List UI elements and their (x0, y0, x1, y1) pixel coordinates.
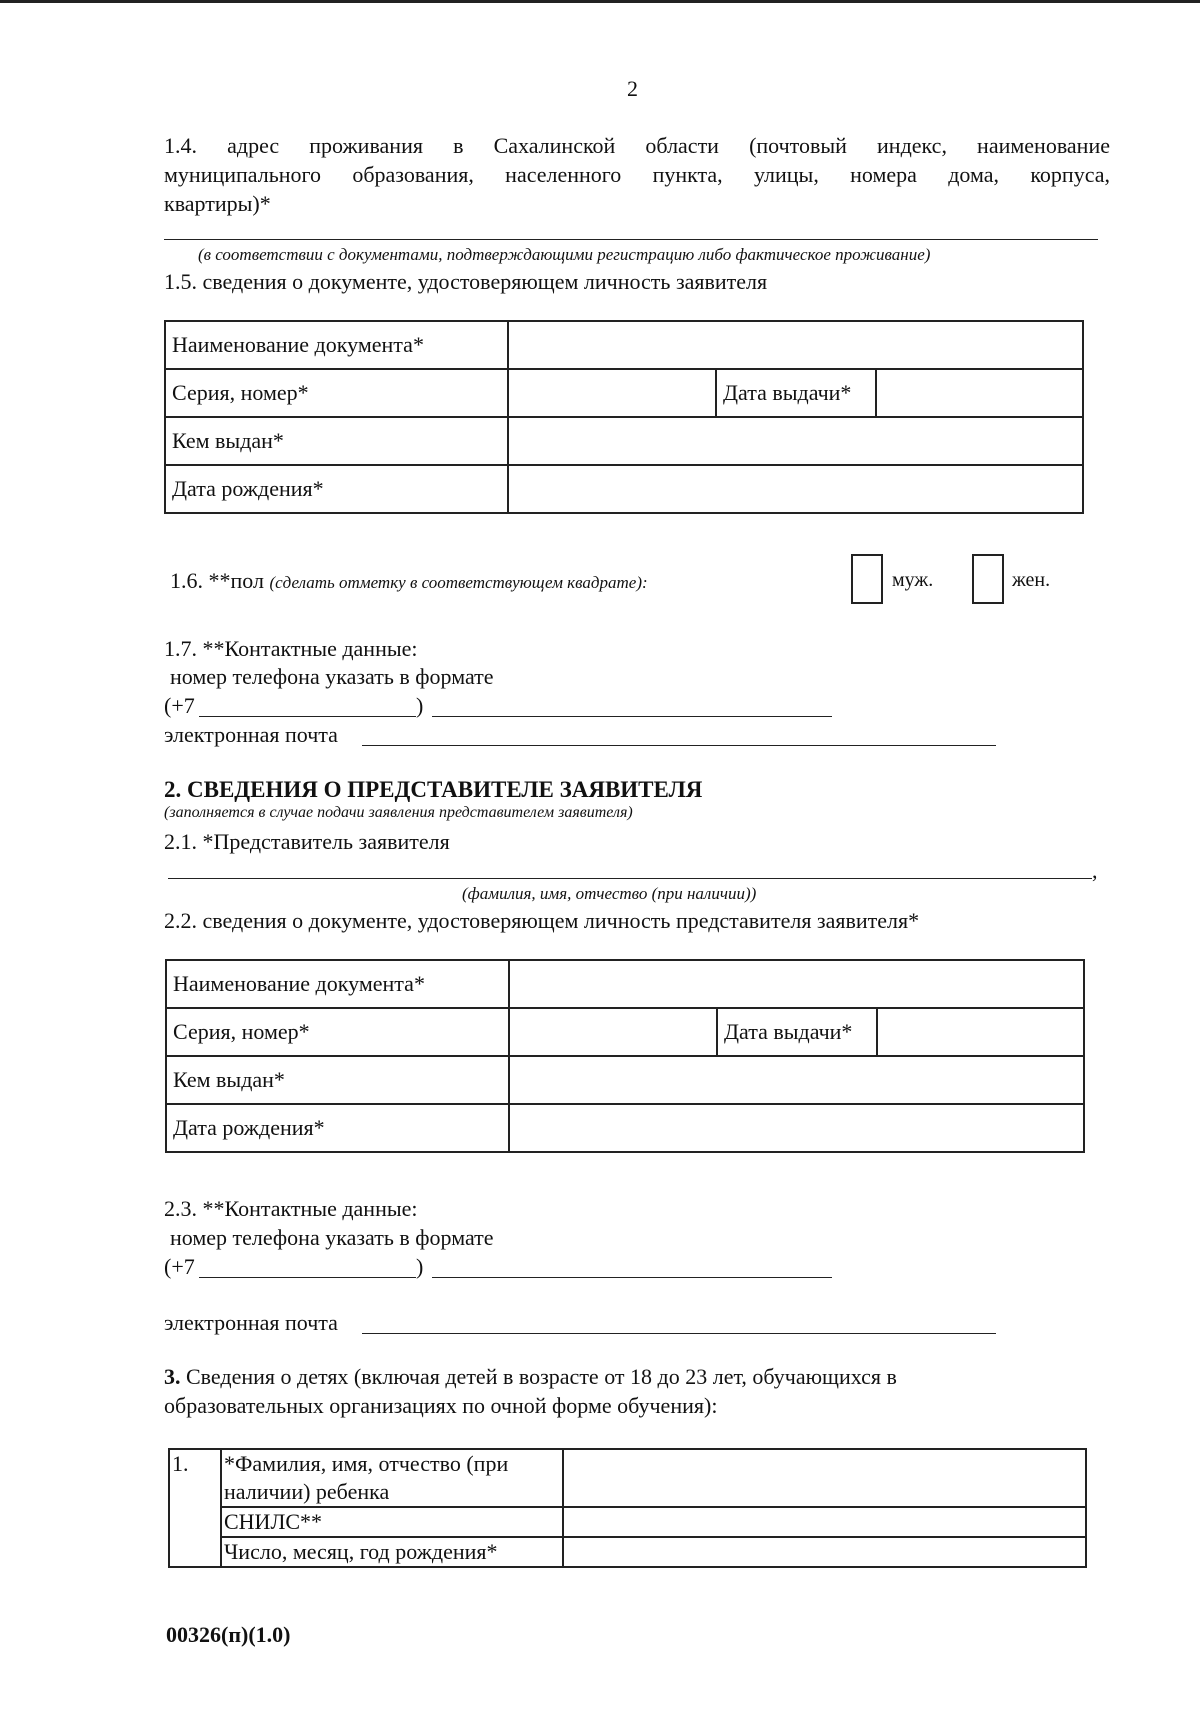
series-label: Серия, номер* (165, 369, 508, 417)
male-label: муж. (892, 569, 934, 591)
child-fio-field[interactable] (563, 1449, 1086, 1507)
male-checkbox[interactable] (851, 554, 883, 604)
female-label: жен. (1012, 569, 1051, 591)
child-fio-label (221, 1449, 563, 1507)
rep-issue-date-field[interactable] (877, 1008, 1084, 1056)
s1-7-phone-code-field[interactable] (199, 716, 416, 717)
rep-series-field[interactable] (509, 1008, 717, 1056)
s1-5-title: 1.5. сведения о документе, удостоверяющем личность заявителя (164, 269, 768, 294)
s1-4-line1: 1.4. адрес проживания в Сахалинской области (почтовый индекс, наименование (164, 133, 1110, 158)
issued-by-field[interactable] (508, 417, 1083, 465)
s1-7-email-field[interactable] (362, 745, 996, 746)
issued-by-label: Кем выдан* (165, 417, 508, 465)
rep-birth-date-label: Дата рождения* (166, 1104, 509, 1152)
applicant-document-table (164, 320, 1084, 514)
rep-issued-by-label: Кем выдан* (166, 1056, 509, 1104)
s1-7-phone-label: номер телефона указать в формате (170, 664, 494, 689)
s1-7-email-label: электронная почта (164, 722, 338, 747)
footer-code: 00326(п)(1.0) (166, 1622, 291, 1647)
birth-date-label: Дата рождения* (165, 465, 508, 513)
scan-top-border (0, 0, 1200, 3)
doc-name-label: Наименование документа* (165, 321, 508, 369)
doc-name-field[interactable] (508, 321, 1083, 369)
s2-3-email-label: электронная почта (164, 1310, 338, 1335)
child-birth-field[interactable] (563, 1537, 1086, 1567)
s2-3-phone-code-field[interactable] (199, 1277, 416, 1278)
s2-1-comma: , (1092, 858, 1098, 883)
section-2-title: 2. СВЕДЕНИЯ О ПРЕДСТАВИТЕЛЕ ЗАЯВИТЕЛЯ (164, 777, 703, 802)
s3-line2: образовательных организациях по очной форме обучения): (164, 1393, 718, 1418)
representative-fio-field[interactable] (168, 878, 1092, 879)
rep-issue-date-label: Дата выдачи* (717, 1008, 877, 1056)
child-birth-label: Число, месяц, год рождения* (221, 1537, 563, 1567)
child-fio-label-line1: *Фамилия, имя, отчество (при (224, 1451, 509, 1476)
issue-date-field[interactable] (876, 369, 1083, 417)
s2-3-email-field[interactable] (362, 1333, 996, 1334)
page-number: 2 (627, 76, 638, 101)
s1-7-phone-prefix: (+7 (164, 693, 195, 718)
rep-doc-name-field[interactable] (509, 960, 1084, 1008)
s3-line1 (164, 1362, 897, 1391)
s2-3-phone-prefix: (+7 (164, 1254, 195, 1279)
birth-date-field[interactable] (508, 465, 1083, 513)
s1-7-paren: ) (416, 693, 424, 718)
gender-hint: (сделать отметку в соответствующем квадрате): (269, 573, 648, 592)
s1-4-line2: муниципального образования, населенного пункта, улицы, номера дома, корпуса, (164, 162, 1110, 187)
child-snils-label: СНИЛС** (221, 1507, 563, 1537)
s3-title: Сведения о детях (включая детей в возрасте от 18 до 23 лет, обучающихся в (180, 1364, 897, 1389)
rep-doc-name-label: Наименование документа* (166, 960, 509, 1008)
series-field[interactable] (508, 369, 716, 417)
female-checkbox[interactable] (972, 554, 1004, 604)
address-hint: (в соответствии с документами, подтверждающими регистрацию либо фактическое проживание) (198, 245, 931, 264)
s2-3-title: 2.3. **Контактные данные: (164, 1196, 418, 1221)
issue-date-label: Дата выдачи* (716, 369, 876, 417)
s2-3-paren: ) (416, 1254, 424, 1279)
s1-7-title: 1.7. **Контактные данные: (164, 636, 418, 661)
s2-1-label: 2.1. *Представитель заявителя (164, 829, 450, 854)
section-2-hint: (заполняется в случае подачи заявления представителем заявителя) (164, 804, 633, 821)
fio-hint: (фамилия, имя, отчество (при наличии)) (462, 884, 757, 903)
child-row-number: 1. (169, 1449, 221, 1567)
children-table (168, 1448, 1087, 1568)
s2-3-phone-label: номер телефона указать в формате (170, 1225, 494, 1250)
gender-label: 1.6. **пол (170, 568, 264, 593)
rep-series-label: Серия, номер* (166, 1008, 509, 1056)
s1-4-line3: квартиры)* (164, 191, 271, 216)
child-snils-field[interactable] (563, 1507, 1086, 1537)
representative-document-table (165, 959, 1085, 1153)
address-input-line[interactable] (164, 239, 1098, 240)
s1-7-phone-number-field[interactable] (432, 716, 832, 717)
s2-3-phone-number-field[interactable] (432, 1277, 832, 1278)
s1-6-line (170, 566, 648, 597)
child-fio-label-line2: наличии) ребенка (224, 1479, 390, 1504)
rep-issued-by-field[interactable] (509, 1056, 1084, 1104)
s3-number: 3. (164, 1364, 181, 1389)
s2-2-title: 2.2. сведения о документе, удостоверяющем личность представителя заявителя* (164, 908, 920, 933)
rep-birth-date-field[interactable] (509, 1104, 1084, 1152)
